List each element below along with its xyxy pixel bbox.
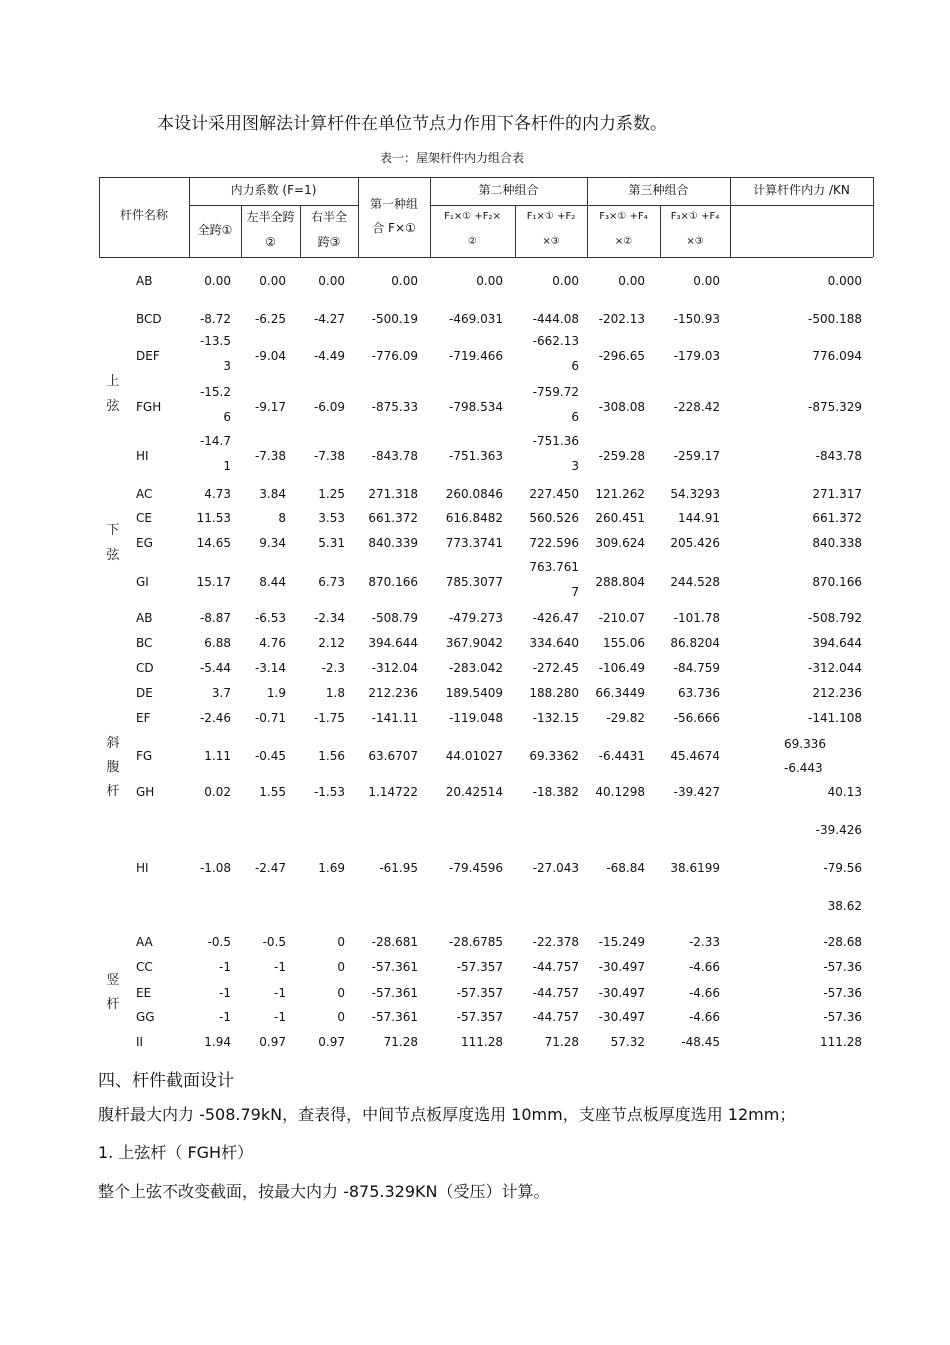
cell-right: 1.25 (318, 487, 345, 501)
cell-c1: 212.236 (368, 686, 418, 700)
cell-name: BC (136, 636, 153, 650)
cell-c2a: -57.357 (456, 1010, 503, 1024)
cell-c3b: 63.736 (678, 686, 720, 700)
cell-left: 1.55 (259, 785, 286, 799)
header-combo2: 第二种组合 (478, 183, 539, 197)
cell-left: 0.00 (259, 274, 286, 288)
header-full: 全跨① (197, 223, 233, 237)
cell-c2a: 111.28 (461, 1035, 503, 1049)
cell-full: 1.94 (204, 1035, 231, 1049)
cell-full: 1.11 (204, 749, 231, 763)
cell-c1: 71.28 (383, 1035, 418, 1049)
header-c2b-2: ×③ (542, 236, 560, 247)
group-bottom-chord-1: 下 (106, 523, 120, 538)
cell-c2b: -44.757 (532, 986, 579, 1000)
cell-right: 1.56 (318, 749, 345, 763)
cell-name: EE (136, 986, 152, 1000)
cell-name: FG (136, 749, 153, 763)
cell-left: -9.04 (254, 349, 286, 363)
cell-left: -0.5 (262, 935, 286, 949)
cell-c2a: -57.357 (456, 986, 503, 1000)
cell-c3b: -4.66 (688, 986, 720, 1000)
cell-c3b: 86.8204 (670, 636, 720, 650)
cell-left: -9.17 (254, 400, 286, 414)
cell-name: HI (136, 449, 149, 463)
cell-c1: -57.361 (371, 960, 418, 974)
cell-c1: 840.339 (368, 536, 418, 550)
cell-c2b: -444.08 (532, 312, 579, 326)
cell-left: -6.25 (254, 312, 286, 326)
cell-c2a: -469.031 (449, 312, 503, 326)
header-coef: 内力系数 (F=1) (230, 183, 317, 197)
cell-c2a: 785.3077 (445, 575, 503, 589)
cell-name: AC (136, 487, 153, 501)
group-bottom-chord-2: 弦 (106, 548, 120, 563)
cell-c2b: -759.72 (532, 385, 579, 399)
cell-c2a: -283.042 (449, 661, 503, 675)
cell-full: 0.02 (204, 785, 231, 799)
cell-c2a: 260.0846 (445, 487, 503, 501)
cell-calc: -312.044 (808, 661, 862, 675)
cell-full: 3.7 (211, 686, 231, 700)
cell-full: 6.88 (204, 636, 231, 650)
cell-calc: -79.56 (823, 861, 862, 875)
cell-c2b: 7 (571, 585, 579, 599)
cell-c2b: -426.47 (532, 611, 579, 625)
cell-c1: 1.14722 (368, 785, 418, 799)
cell-c2b: 69.3362 (529, 749, 579, 763)
cell-c2b: 71.28 (544, 1035, 579, 1049)
cell-c1: -28.681 (371, 935, 418, 949)
cell-c3a: -259.28 (598, 449, 645, 463)
cell-c3a: 260.451 (595, 511, 645, 525)
cell-calc: 40.13 (827, 785, 862, 799)
cell-c2a: 0.00 (476, 274, 503, 288)
cell-right: -1.75 (313, 711, 345, 725)
cell-c2a: 44.01027 (445, 749, 503, 763)
cell-calc: 69.336 (784, 737, 826, 751)
cell-left: 8.44 (259, 575, 286, 589)
cell-left: 0.97 (259, 1035, 286, 1049)
cell-calc: 870.166 (812, 575, 862, 589)
cell-full: -8.72 (199, 312, 231, 326)
cell-calc: -843.78 (815, 449, 862, 463)
cell-c3b: -179.03 (673, 349, 720, 363)
cell-c1: -141.11 (371, 711, 418, 725)
cell-calc: -39.426 (815, 823, 862, 837)
cell-full: 3 (223, 359, 231, 373)
cell-c3a: -30.497 (598, 1010, 645, 1024)
cell-c2a: -79.4596 (449, 861, 503, 875)
cell-left: 1.9 (266, 686, 286, 700)
cell-full: -14.7 (199, 434, 231, 448)
group-diagonal-2: 腹 (106, 760, 120, 775)
cell-name: HI (136, 861, 149, 875)
cell-calc: 661.372 (812, 511, 862, 525)
cell-full: -8.87 (199, 611, 231, 625)
cell-c2a: -28.6785 (449, 935, 503, 949)
cell-c3b: 0.00 (693, 274, 720, 288)
cell-name: II (136, 1035, 144, 1049)
cell-left: -3.14 (254, 661, 286, 675)
cell-c3a: 121.262 (595, 487, 645, 501)
cell-calc: -500.188 (808, 312, 862, 326)
cell-c1: -500.19 (371, 312, 418, 326)
cell-calc: 111.28 (820, 1035, 862, 1049)
intro-paragraph: 本设计采用图解法计算杆件在单位节点力作用下各杆件的内力系数。 (157, 114, 667, 134)
cell-name: BCD (136, 312, 162, 326)
cell-calc: 38.62 (827, 899, 862, 913)
cell-c3b: -2.33 (688, 935, 720, 949)
cell-calc: -6.443 (784, 761, 823, 775)
header-c3a-1: F₃×① +F₄ (599, 211, 648, 222)
cell-calc: -57.36 (823, 960, 862, 974)
group-vertical-2: 杆 (106, 997, 120, 1012)
cell-calc: 776.094 (812, 349, 862, 363)
header-calc: 计算杆件内力 /KN (753, 183, 850, 197)
cell-name: DEF (136, 349, 160, 363)
cell-c3b: -259.17 (673, 449, 720, 463)
cell-c1: 394.644 (368, 636, 418, 650)
cell-c1: 63.6707 (368, 749, 418, 763)
cell-full: -1 (219, 960, 231, 974)
cell-c3b: 244.528 (670, 575, 720, 589)
paragraph-web-member: 腹杆最大内力 -508.79kN，查表得，中间节点板厚度选用 10mm，支座节点板厚度选用 12mm； (98, 1105, 796, 1124)
header-c3b-1: F₃×① +F₄ (670, 211, 720, 222)
cell-left: -0.71 (254, 711, 286, 725)
cell-c3b: 38.6199 (670, 861, 720, 875)
cell-right: 0 (337, 1010, 345, 1024)
cell-c1: -508.79 (371, 611, 418, 625)
cell-c3b: -56.666 (673, 711, 720, 725)
cell-c3a: -68.84 (606, 861, 645, 875)
cell-name: AB (136, 611, 153, 625)
cell-left: -1 (274, 1010, 286, 1024)
cell-full: -15.2 (199, 385, 231, 399)
cell-c3a: 40.1298 (595, 785, 645, 799)
cell-right: 0 (337, 935, 345, 949)
group-top-chord-2: 弦 (106, 399, 120, 414)
cell-c2b: -662.13 (532, 334, 579, 348)
cell-left: 9.34 (259, 536, 286, 550)
header-right-2: 跨③ (317, 235, 341, 249)
cell-c1: -843.78 (371, 449, 418, 463)
cell-c2b: 188.280 (529, 686, 579, 700)
header-combo1-1: 第一种组 (369, 197, 418, 211)
cell-right: 0 (337, 986, 345, 1000)
header-c2a-2: ② (468, 236, 477, 247)
cell-right: 0.97 (318, 1035, 345, 1049)
cell-right: 0.00 (318, 274, 345, 288)
section-heading: 四、杆件截面设计 (98, 1071, 234, 1091)
cell-c1: 0.00 (391, 274, 418, 288)
cell-c3a: -29.82 (606, 711, 645, 725)
cell-name: FGH (136, 400, 162, 414)
cell-right: 1.8 (325, 686, 345, 700)
cell-right: -1.53 (313, 785, 345, 799)
cell-right: 5.31 (318, 536, 345, 550)
cell-c2b: 560.526 (529, 511, 579, 525)
cell-c3b: -4.66 (688, 1010, 720, 1024)
cell-c2a: 367.9042 (445, 636, 503, 650)
cell-name: DE (136, 686, 153, 700)
cell-c3b: -4.66 (688, 960, 720, 974)
cell-c2b: -44.757 (532, 960, 579, 974)
cell-calc: -57.36 (823, 986, 862, 1000)
cell-c2b: -272.45 (532, 661, 579, 675)
header-combo1-2: 合 F×① (372, 221, 416, 235)
cell-c3a: -210.07 (598, 611, 645, 625)
group-vertical-1: 竖 (106, 973, 120, 988)
cell-name: AA (136, 935, 153, 949)
header-combo3: 第三种组合 (628, 183, 689, 197)
cell-calc: 0.000 (827, 274, 862, 288)
cell-c3a: -30.497 (598, 960, 645, 974)
cell-c3b: 144.91 (678, 511, 720, 525)
cell-calc: -28.68 (823, 935, 862, 949)
cell-c2b: 3 (571, 459, 579, 473)
cell-calc: -508.792 (808, 611, 862, 625)
group-diagonal-1: 斜 (106, 736, 120, 751)
cell-c2a: -57.357 (456, 960, 503, 974)
cell-c2a: 189.5409 (445, 686, 503, 700)
cell-c1: -776.09 (371, 349, 418, 363)
cell-c2b: 763.761 (529, 560, 579, 574)
cell-full: 4.73 (204, 487, 231, 501)
cell-name: CC (136, 960, 153, 974)
cell-c2b: -751.36 (532, 434, 579, 448)
group-top-chord-1: 上 (106, 374, 120, 389)
cell-right: 2.12 (318, 636, 345, 650)
cell-c3a: 66.3449 (595, 686, 645, 700)
cell-c2b: -22.378 (532, 935, 579, 949)
cell-c3b: 205.426 (670, 536, 720, 550)
cell-c3a: 0.00 (618, 274, 645, 288)
cell-c1: -57.361 (371, 1010, 418, 1024)
cell-c3b: 45.4674 (670, 749, 720, 763)
cell-c3a: -296.65 (598, 349, 645, 363)
cell-c3a: -15.249 (598, 935, 645, 949)
paragraph-top-chord-desc: 整个上弦不改变截面，按最大内力 -875.329KN（受压）计算。 (98, 1182, 550, 1201)
cell-c1: 661.372 (368, 511, 418, 525)
cell-c2b: 0.00 (552, 274, 579, 288)
cell-full: 14.65 (196, 536, 231, 550)
header-c2b-1: F₁×① +F₂ (526, 211, 576, 222)
cell-calc: -141.108 (808, 711, 862, 725)
cell-c2b: 6 (571, 410, 579, 424)
header-member-name: 杆件名称 (119, 208, 168, 222)
header-c2a-1: F₁×① +F₂× (444, 211, 501, 222)
cell-right: 0 (337, 960, 345, 974)
cell-c1: 870.166 (368, 575, 418, 589)
cell-left: 3.84 (259, 487, 286, 501)
cell-full: -1 (219, 1010, 231, 1024)
cell-name: AB (136, 274, 153, 288)
cell-calc: 840.338 (812, 536, 862, 550)
cell-right: 1.69 (318, 861, 345, 875)
cell-left: -1 (274, 986, 286, 1000)
cell-right: -2.3 (321, 661, 345, 675)
cell-c3a: -308.08 (598, 400, 645, 414)
group-diagonal-3: 杆 (106, 784, 120, 799)
cell-calc: 394.644 (812, 636, 862, 650)
cell-c3b: -228.42 (673, 400, 720, 414)
cell-c3a: -6.4431 (598, 749, 645, 763)
cell-left: -1 (274, 960, 286, 974)
cell-c3a: -106.49 (598, 661, 645, 675)
cell-name: CE (136, 511, 152, 525)
cell-c1: -312.04 (371, 661, 418, 675)
cell-c2a: -479.273 (449, 611, 503, 625)
cell-calc: 212.236 (812, 686, 862, 700)
table-caption: 表一：屋架杆件内力组合表 (380, 151, 525, 165)
cell-name: CD (136, 661, 154, 675)
cell-c3a: 155.06 (603, 636, 645, 650)
cell-full: -0.5 (207, 935, 231, 949)
cell-left: -6.53 (254, 611, 286, 625)
cell-c1: 271.318 (368, 487, 418, 501)
cell-c3a: 288.804 (595, 575, 645, 589)
paragraph-top-chord-title: 1. 上弦杆（ FGH杆） (98, 1143, 254, 1162)
header-c3b-2: ×③ (686, 236, 704, 247)
cell-c1: -57.361 (371, 986, 418, 1000)
cell-full: -1 (219, 986, 231, 1000)
header-left-2: ② (265, 235, 276, 249)
cell-right: 3.53 (318, 511, 345, 525)
cell-full: -2.46 (199, 711, 231, 725)
cell-full: 0.00 (204, 274, 231, 288)
cell-right: -6.09 (313, 400, 345, 414)
header-c3a-2: ×② (614, 236, 633, 247)
cell-c2b: -132.15 (532, 711, 579, 725)
cell-full: -13.5 (199, 334, 231, 348)
header-right-1: 右半全 (310, 210, 347, 224)
cell-c2a: 20.42514 (445, 785, 503, 799)
cell-c1: -61.95 (379, 861, 418, 875)
cell-c3a: 57.32 (610, 1035, 645, 1049)
cell-c3b: 54.3293 (670, 487, 720, 501)
cell-c2b: -44.757 (532, 1010, 579, 1024)
cell-name: GH (136, 785, 155, 799)
cell-calc: -57.36 (823, 1010, 862, 1024)
cell-calc: -875.329 (808, 400, 862, 414)
cell-c2b: 722.596 (529, 536, 579, 550)
cell-c3b: -150.93 (673, 312, 720, 326)
cell-name: EF (136, 711, 151, 725)
cell-full: -5.44 (199, 661, 231, 675)
cell-c3b: -48.45 (681, 1035, 720, 1049)
cell-right: 6.73 (318, 575, 345, 589)
cell-right: -7.38 (313, 449, 345, 463)
cell-c3a: -30.497 (598, 986, 645, 1000)
cell-full: 6 (223, 410, 231, 424)
cell-name: GG (136, 1010, 155, 1024)
cell-c2a: -798.534 (449, 400, 503, 414)
cell-c3b: -84.759 (673, 661, 720, 675)
cell-left: -2.47 (254, 861, 286, 875)
cell-left: -0.45 (254, 749, 286, 763)
cell-left: -7.38 (254, 449, 286, 463)
cell-left: 8 (278, 511, 286, 525)
cell-left: 4.76 (259, 636, 286, 650)
cell-c3b: -101.78 (673, 611, 720, 625)
cell-right: -4.49 (313, 349, 345, 363)
cell-c2a: 773.3741 (445, 536, 503, 550)
cell-right: -4.27 (313, 312, 345, 326)
cell-full: 11.53 (196, 511, 231, 525)
cell-c2a: 616.8482 (445, 511, 503, 525)
cell-c3a: 309.624 (595, 536, 645, 550)
cell-full: -1.08 (199, 861, 231, 875)
cell-c3a: -202.13 (598, 312, 645, 326)
cell-right: -2.34 (313, 611, 345, 625)
cell-full: 15.17 (196, 575, 231, 589)
cell-c2a: -119.048 (449, 711, 503, 725)
cell-calc: 271.317 (812, 487, 862, 501)
cell-c2b: -27.043 (532, 861, 579, 875)
cell-c2b: 6 (571, 359, 579, 373)
cell-name: GI (136, 575, 149, 589)
cell-c2b: 334.640 (529, 636, 579, 650)
cell-c2b: 227.450 (529, 487, 579, 501)
cell-full: 1 (223, 459, 231, 473)
cell-c2a: -751.363 (449, 449, 503, 463)
cell-name: EG (136, 536, 153, 550)
cell-c2b: -18.382 (532, 785, 579, 799)
cell-c1: -875.33 (371, 400, 418, 414)
cell-c2a: -719.466 (449, 349, 503, 363)
header-left-1: 左半全跨 (246, 210, 295, 224)
cell-c3b: -39.427 (673, 785, 720, 799)
